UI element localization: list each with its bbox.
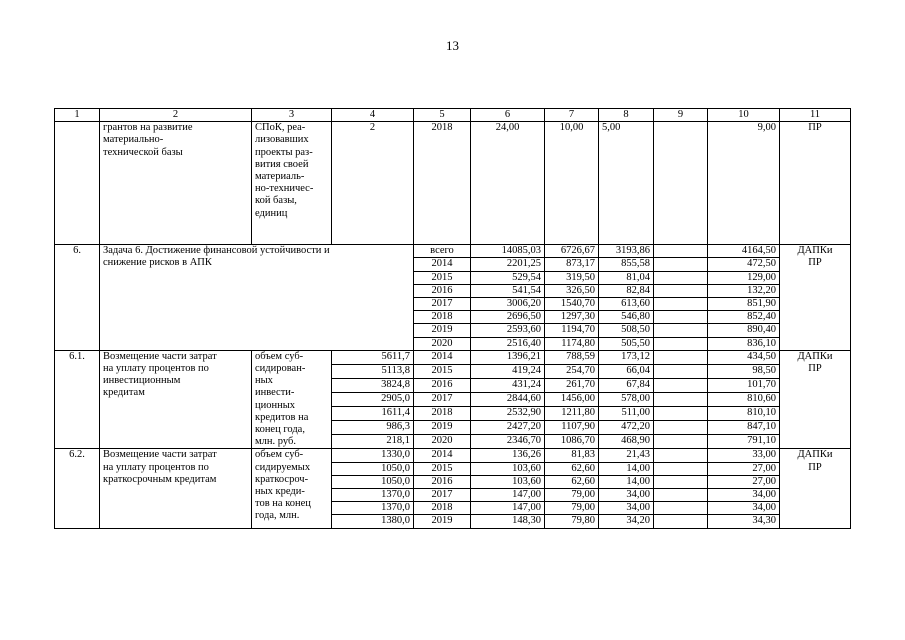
column9-cell: [654, 324, 708, 337]
column10-cell: 791,10: [708, 435, 780, 449]
column-number: 8: [599, 109, 654, 122]
column7-cell: 788,59: [545, 350, 599, 364]
column10-cell: 132,20: [708, 284, 780, 297]
column9-cell: [654, 245, 708, 258]
column-number: 10: [708, 109, 780, 122]
indicator-value: 1380,0: [332, 515, 414, 528]
column9-cell: [654, 258, 708, 271]
indicator-value: 1370,0: [332, 502, 414, 515]
column-number: 5: [414, 109, 471, 122]
column7-cell: 62,60: [545, 475, 599, 488]
column10-cell: 851,90: [708, 298, 780, 311]
table-row: [55, 245, 851, 258]
column9-cell: [654, 364, 708, 378]
total-cell: 2201,25: [471, 258, 545, 271]
table-row: [55, 122, 851, 245]
column9-cell: [654, 502, 708, 515]
total-cell: 3006,20: [471, 298, 545, 311]
indicator-value: 1330,0: [332, 449, 414, 462]
executor-cell: ДАПКи ПР: [780, 449, 851, 528]
page-number: 13: [446, 38, 459, 53]
column7-cell: 1456,00: [545, 393, 599, 407]
column-number: 9: [654, 109, 708, 122]
column9-cell: [654, 378, 708, 392]
year-cell: 2016: [414, 378, 471, 392]
indicator-name: объем суб- сидирован- ных инвести- ционных кредитов на конец года, млн. руб.: [252, 350, 332, 449]
column7-cell: 10,00: [545, 122, 599, 245]
column8-cell: 578,00: [599, 393, 654, 407]
year-cell: 2020: [414, 337, 471, 350]
indicator-value: 1611,4: [332, 407, 414, 421]
total-cell: 103,60: [471, 475, 545, 488]
column10-cell: 34,30: [708, 515, 780, 528]
column7-cell: 79,80: [545, 515, 599, 528]
indicator-name: объем суб- сидируемых краткосроч- ных креди- тов на конец года, млн.: [252, 449, 332, 528]
column-number: 1: [55, 109, 100, 122]
year-cell: 2018: [414, 122, 471, 245]
year-cell: 2015: [414, 462, 471, 475]
year-cell: всего: [414, 245, 471, 258]
total-cell: 541,54: [471, 284, 545, 297]
column8-cell: 5,00: [599, 122, 654, 245]
column7-cell: 1540,70: [545, 298, 599, 311]
indicator-value: 1050,0: [332, 475, 414, 488]
year-cell: 2018: [414, 502, 471, 515]
total-cell: 2516,40: [471, 337, 545, 350]
total-cell: 2844,60: [471, 393, 545, 407]
table-row: [55, 350, 851, 364]
column10-cell: 810,60: [708, 393, 780, 407]
column8-cell: 468,90: [599, 435, 654, 449]
total-cell: 2427,20: [471, 421, 545, 435]
column7-cell: 79,00: [545, 489, 599, 502]
column9-cell: [654, 407, 708, 421]
executor-cell: ПР: [780, 122, 851, 245]
column8-cell: 855,58: [599, 258, 654, 271]
indicator-value: 218,1: [332, 435, 414, 449]
total-cell: 147,00: [471, 502, 545, 515]
total-cell: 136,26: [471, 449, 545, 462]
total-cell: 103,60: [471, 462, 545, 475]
indicator-value: 1370,0: [332, 489, 414, 502]
column10-cell: 836,10: [708, 337, 780, 350]
column9-cell: [654, 271, 708, 284]
total-cell: 529,54: [471, 271, 545, 284]
indicator-value: 5113,8: [332, 364, 414, 378]
column10-cell: 434,50: [708, 350, 780, 364]
column8-cell: 508,50: [599, 324, 654, 337]
column7-cell: 254,70: [545, 364, 599, 378]
row-number-cell: 6.: [55, 245, 100, 351]
total-cell: 14085,03: [471, 245, 545, 258]
column7-cell: 319,50: [545, 271, 599, 284]
indicator-value: 2: [332, 122, 414, 245]
table-row: [55, 449, 851, 462]
column8-cell: 613,60: [599, 298, 654, 311]
column10-cell: 890,40: [708, 324, 780, 337]
year-cell: 2014: [414, 258, 471, 271]
total-cell: 2696,50: [471, 311, 545, 324]
year-cell: 2018: [414, 407, 471, 421]
column9-cell: [654, 462, 708, 475]
column8-cell: 173,12: [599, 350, 654, 364]
column9-cell: [654, 284, 708, 297]
column8-cell: 81,04: [599, 271, 654, 284]
column7-cell: 62,60: [545, 462, 599, 475]
column-number: 4: [332, 109, 414, 122]
column-number: 6: [471, 109, 545, 122]
column10-cell: 27,00: [708, 475, 780, 488]
column10-cell: 34,00: [708, 489, 780, 502]
column10-cell: 472,50: [708, 258, 780, 271]
column9-cell: [654, 311, 708, 324]
column9-cell: [654, 122, 708, 245]
total-cell: 431,24: [471, 378, 545, 392]
year-cell: 2016: [414, 475, 471, 488]
row-number-cell: [55, 122, 100, 245]
column-number-row: [55, 109, 851, 122]
total-cell: 2593,60: [471, 324, 545, 337]
column8-cell: 505,50: [599, 337, 654, 350]
total-cell: 147,00: [471, 489, 545, 502]
column9-cell: [654, 489, 708, 502]
year-cell: 2020: [414, 435, 471, 449]
column7-cell: 1107,90: [545, 421, 599, 435]
year-cell: 2019: [414, 515, 471, 528]
year-cell: 2018: [414, 311, 471, 324]
indicator-value: 3824,8: [332, 378, 414, 392]
column7-cell: 873,17: [545, 258, 599, 271]
year-cell: 2017: [414, 298, 471, 311]
total-cell: 24,00: [471, 122, 545, 245]
column9-cell: [654, 337, 708, 350]
program-table: [54, 108, 851, 529]
year-cell: 2014: [414, 449, 471, 462]
column7-cell: 1194,70: [545, 324, 599, 337]
task-name: Задача 6. Достижение финансовой устойчивости и снижение рисков в АПК: [100, 245, 414, 351]
column7-cell: 1086,70: [545, 435, 599, 449]
year-cell: 2014: [414, 350, 471, 364]
indicator-name: СПоК, реа- лизовавших проекты раз- вития своей материаль- но-техничес- кой базы, единиц: [252, 122, 332, 245]
column8-cell: 66,04: [599, 364, 654, 378]
column-number: 11: [780, 109, 851, 122]
column10-cell: 847,10: [708, 421, 780, 435]
year-cell: 2019: [414, 421, 471, 435]
column7-cell: 261,70: [545, 378, 599, 392]
column10-cell: 9,00: [708, 122, 780, 245]
column8-cell: 472,20: [599, 421, 654, 435]
indicator-value: 5611,7: [332, 350, 414, 364]
column10-cell: 129,00: [708, 271, 780, 284]
total-cell: 2532,90: [471, 407, 545, 421]
measure-name: грантов на развитие материально- технической базы: [100, 122, 252, 245]
indicator-value: 1050,0: [332, 462, 414, 475]
column9-cell: [654, 515, 708, 528]
column8-cell: 511,00: [599, 407, 654, 421]
executor-cell: ДАПКи ПР: [780, 350, 851, 449]
year-cell: 2015: [414, 271, 471, 284]
column7-cell: 1174,80: [545, 337, 599, 350]
column9-cell: [654, 298, 708, 311]
column10-cell: 98,50: [708, 364, 780, 378]
column10-cell: 27,00: [708, 462, 780, 475]
total-cell: 148,30: [471, 515, 545, 528]
column8-cell: 82,84: [599, 284, 654, 297]
column8-cell: 546,80: [599, 311, 654, 324]
column8-cell: 14,00: [599, 475, 654, 488]
year-cell: 2019: [414, 324, 471, 337]
column8-cell: 14,00: [599, 462, 654, 475]
measure-name: Возмещение части затрат на уплату процентов по краткосрочным кредитам: [100, 449, 252, 528]
indicator-value: 986,3: [332, 421, 414, 435]
year-cell: 2017: [414, 489, 471, 502]
year-cell: 2017: [414, 393, 471, 407]
executor-cell: ДАПКи ПР: [780, 245, 851, 351]
column8-cell: 21,43: [599, 449, 654, 462]
total-cell: 419,24: [471, 364, 545, 378]
column7-cell: 6726,67: [545, 245, 599, 258]
column10-cell: 810,10: [708, 407, 780, 421]
column9-cell: [654, 421, 708, 435]
column7-cell: 81,83: [545, 449, 599, 462]
column9-cell: [654, 350, 708, 364]
column8-cell: 34,00: [599, 489, 654, 502]
column-number: 7: [545, 109, 599, 122]
column8-cell: 34,00: [599, 502, 654, 515]
column7-cell: 1211,80: [545, 407, 599, 421]
column10-cell: 33,00: [708, 449, 780, 462]
column8-cell: 67,84: [599, 378, 654, 392]
row-number-cell: 6.2.: [55, 449, 100, 528]
column7-cell: 326,50: [545, 284, 599, 297]
measure-name: Возмещение части затрат на уплату процентов по инвестиционным кредитам: [100, 350, 252, 449]
column10-cell: 4164,50: [708, 245, 780, 258]
column-number: 3: [252, 109, 332, 122]
column-number: 2: [100, 109, 252, 122]
column9-cell: [654, 449, 708, 462]
column9-cell: [654, 475, 708, 488]
column7-cell: 79,00: [545, 502, 599, 515]
column7-cell: 1297,30: [545, 311, 599, 324]
total-cell: 1396,21: [471, 350, 545, 364]
indicator-value: 2905,0: [332, 393, 414, 407]
column8-cell: 3193,86: [599, 245, 654, 258]
year-cell: 2016: [414, 284, 471, 297]
column9-cell: [654, 435, 708, 449]
row-number-cell: 6.1.: [55, 350, 100, 449]
column8-cell: 34,20: [599, 515, 654, 528]
column10-cell: 34,00: [708, 502, 780, 515]
column9-cell: [654, 393, 708, 407]
total-cell: 2346,70: [471, 435, 545, 449]
column10-cell: 852,40: [708, 311, 780, 324]
column10-cell: 101,70: [708, 378, 780, 392]
year-cell: 2015: [414, 364, 471, 378]
